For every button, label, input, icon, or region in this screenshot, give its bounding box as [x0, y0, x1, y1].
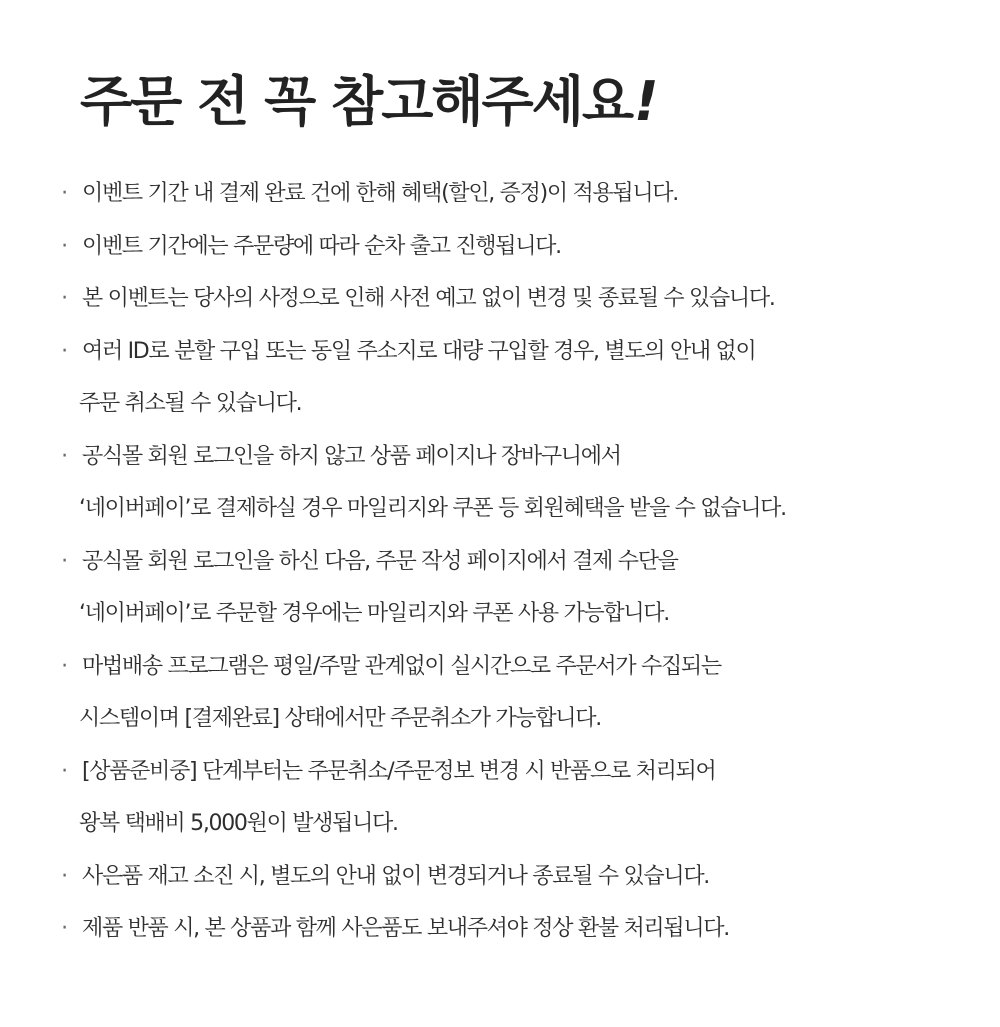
notice-item [58, 641, 988, 746]
notice-item [58, 536, 988, 641]
bullet-dot: · [61, 916, 67, 941]
bullet-dot: · [61, 758, 67, 784]
notice-text: 사은품 재고 소진 시, 별도의 안내 없이 변경되거나 종료될 수 있습니다. [82, 863, 709, 889]
notice-text: 공식몰 회원 로그인을 하신 다음, 주문 작성 페이지에서 결제 수단을 [82, 548, 678, 574]
notice-item [58, 168, 988, 221]
notice-text: 여러 ID로 분할 구입 또는 동일 주소지로 대량 구입할 경우, 별도의 안내 없이 [82, 338, 756, 364]
page-title [80, 62, 657, 142]
bullet-dot: · [61, 443, 67, 469]
notice-item [58, 851, 988, 904]
notice-text-continued: ‘네이버페이’로 결제하실 경우 마일리지와 쿠폰 등 회원혜택을 받을 수 없습니다. [79, 496, 786, 521]
notice-list [58, 168, 988, 956]
notice-text-continued: 주문 취소될 수 있습니다. [79, 391, 302, 416]
bullet-dot: · [61, 548, 67, 574]
bullet-dot: · [61, 286, 67, 311]
notice-item [58, 326, 988, 431]
title-text: 주문 전 꼭 참고해주세요 [80, 70, 633, 133]
notice-text-continued: 시스템이며 [결제완료] 상태에서만 주문취소가 가능합니다. [79, 706, 601, 731]
notice-text: 제품 반품 시, 본 상품과 함께 사은품도 보내주셔야 정상 환불 처리됩니다. [82, 916, 729, 941]
notice-text: 본 이벤트는 당사의 사정으로 인해 사전 예고 없이 변경 및 종료될 수 있습니다. [82, 286, 775, 311]
bullet-dot: · [61, 233, 67, 259]
notice-text: 마법배송 프로그램은 평일/주말 관계없이 실시간으로 주문서가 수집되는 [82, 653, 721, 679]
bullet-dot: · [61, 338, 67, 364]
notice-text: 이벤트 기간 내 결제 완료 건에 한해 혜택(할인, 증정)이 적용됩니다. [82, 181, 678, 206]
notice-item [58, 221, 988, 274]
bullet-dot: · [61, 653, 67, 679]
title-exclamation: ! [634, 70, 657, 133]
notice-item [58, 903, 988, 956]
notice-text: 공식몰 회원 로그인을 하지 않고 상품 페이지나 장바구니에서 [82, 443, 621, 469]
notice-text-continued: 왕복 택배비 5,000원이 발생됩니다. [79, 811, 398, 836]
notice-text: 이벤트 기간에는 주문량에 따라 순차 출고 진행됩니다. [82, 233, 561, 259]
notice-item [58, 273, 988, 326]
notice-text: [상품준비중] 단계부터는 주문취소/주문정보 변경 시 반품으로 처리되어 [82, 758, 716, 784]
bullet-dot: · [61, 863, 67, 889]
notice-item [58, 746, 988, 851]
notice-item [58, 431, 988, 536]
bullet-dot: · [61, 181, 67, 206]
notice-text-continued: ‘네이버페이’로 주문할 경우에는 마일리지와 쿠폰 사용 가능합니다. [79, 601, 669, 626]
